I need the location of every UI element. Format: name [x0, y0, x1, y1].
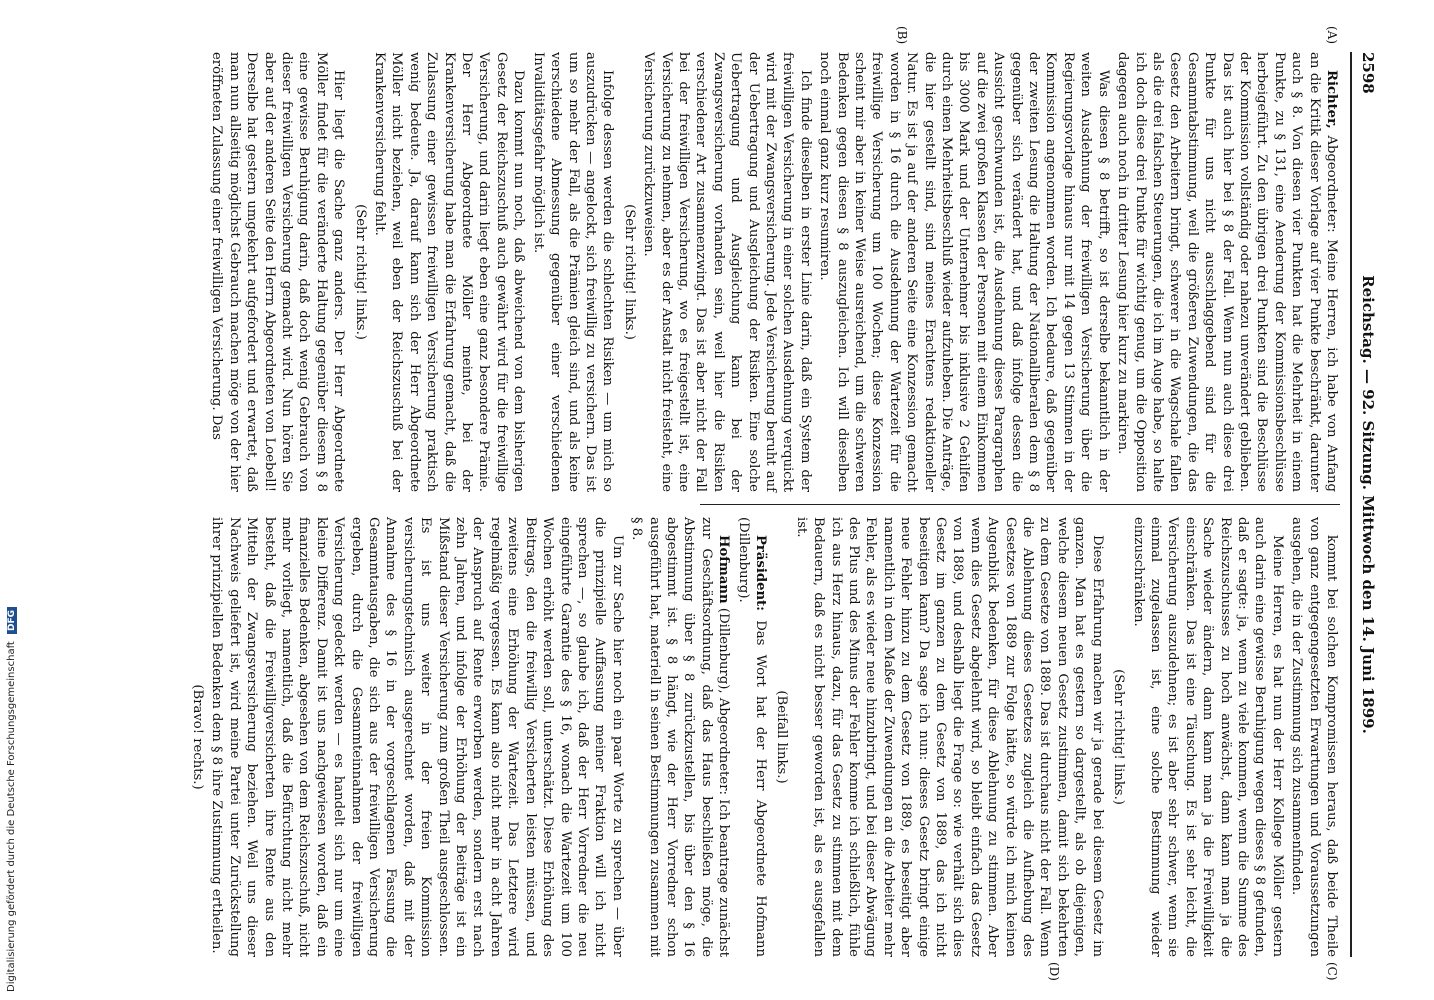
- paragraph: [734, 517, 769, 957]
- header-rule: [1350, 52, 1352, 957]
- margin-marker-b: (B): [895, 26, 909, 45]
- left-column: [206, 52, 1340, 492]
- paragraph: Was diesen § 8 betrifft, so ist derselbe bekanntlich in der weiten Ausdehnung der freiwilligen Versicherung über die Regierungsvorlage hinaus nur mit 14 gegen 13 Stimmen in der Kommission angenommen worden. Ich bedaure, daß gegenüber der zweiten Lesung die Haltung der Nationalliberalen dem § 8 gegenüber sich verändert hat, und daß infolge dessen die Aussicht geschwunden ist, die Ausdehnung dieses Paragraphen auf die zwei großen Klassen der Personen mit einem Einkommen bis 3000 Mark und der Unternehmer bis inklusive 2 Gehilfen durch einen Mehrheitsbeschluß wieder aufzuheben. Die Anträge, die hier gestellt sind, sind meines Erachtens redaktioneller Natur. Es ist ja auf der anderen Seite eine Konzession gemacht worden in § 16 durch die Ausdehnung der Wartezeit für die freiwillige Versicherung um 100 Wochen; diese Konzession scheint mir aber in keiner Weise ausreichend, um die schweren Bedenken gegen diesen § 8 auszugleichen. Ich will dieselben noch einmal ganz kurz resumiren.: [817, 52, 1111, 492]
- paragraph: Diese Erfahrung machen wir ja gerade bei diesem Gesetz im ganzen. Man hat es gestern so dargestellt, als ob diejenigen, welche diesem neuen Gesetz zustimmen, damit sich bekehrten zu dem Gesetze von 1889. Das ist durchaus nicht der Fall. Wenn die Ablehnung dieses Gesetzes zugleich die Aufhebung des Gesetzes von 1889 zur Folge hätte, so würde ich mich keinen Augenblick bedenken, für diese Ablehnung zu stimmen. Aber wenn dies Gesetz abgelehnt wird, so bleibt einfach das Gesetz von 1889, und deshalb liegt die Frage so: wie verhält sich dies Gesetz im ganzen zu dem Gesetz von 1889, das ich nicht beseitigen kann? Da sage ich nun: dieses Gesetz bringt einige neue Fehler hinzu zu dem Gesetz von 1889, es beseitigt aber namentlich in dem Maße der Zuwendungen an die Arbeiter mehr Fehler, als es wieder neue hinzubringt, und bei dieser Abwägung des Plus und des Minus der Fehler komme ich schließlich, fühle ich aus Herz hinaus, dazu, für das Gesetz zu stimmen mit dem Bedauern, daß es nicht besser geworden ist, als es ausgefallen ist.: [793, 517, 1105, 957]
- speaker-name: Hofmann: [716, 535, 732, 604]
- paragraph: Um zur Sache hier noch ein paar Worte zu sprechen — über die prinzipielle Auffassung meiner Fraktion will ich nicht sprechen —, so glaube ich, daß der Herr Vorredner die neu eingeführte Garantie des § 16, wonach die Wartezeit um 100 Wochen erhöht werden soll, unterschätzt. Diese Erhöhung des Beitrags, den die freiwillig Versicherten leisten müssen, und zweitens eine Erhöhung der Wartezeit. Das Letztere wird regelmäßig vergessen. Es kann also nicht mehr in acht Jahren der Anspruch auf Rente erworben werden, sondern erst nach zehn Jahren, und infolge der Erhöhung der Beiträge ist ein Mißstand dieser Versicherung zum großen Theil ausgeschlossen. Es ist uns weiter in der freien Kommission versicherungstechnisch ausgerechnet worden, daß mit der Annahme des § 16 in der vorgeschlagenen Fassung die Gesammtausgaben, die sich aus der freiwilligen Versicherung ergeben, durch die Gesammteinnahmen der freiwilligen Versicherung gedeckt werden — es handelt sich nur um eine kleine Differenz. Damit ist uns nachgewiesen worden, daß ein finanzielles Bedenken, abgesehen von dem Reichszuschuß, nicht mehr vorliegt, namentlich, daß die Befürchtung nicht mehr besteht, daß die Freiwilligversicherten ihre Rente aus den Mitteln der Zwangsversicherung beziehen. Weil uns dieser Nachweis geliefert ist, wird meine Partei unter Zurückstellung ihrer prinzipiellen Bedenken dem § 8 ihre Zustimmung ertheilen.: [209, 517, 625, 957]
- paragraph: Infolge dessen werden die schlechten Risiken — um mich so auszudrücken — angelockt, sich freiwillig zu versichern. Das ist um so mehr der Fall, als die Prämien gleich sind, und als keine verschiedene Abmessung gegenüber einer verschiedenen Invaliditätsgefahr möglich ist.: [530, 52, 616, 492]
- paragraph: [1114, 52, 1340, 492]
- paragraph-text: (Dillenburg), Abgeordneter: Ich beantrage zunächst zur Geschäftsordnung, daß das Haus beschließen möge, die Abstimmung über § 8 zurückzustellen, bis über den § 16 abgestimmt ist. § 8 hängt, wie der Herr Vorredner schon ausgeführt hat, materiell in seinen Bestimmungen zusammen mit § 8.: [629, 517, 732, 957]
- paragraph: Ich finde dieselben in erster Linie darin, daß ein System der freiwilligen Versicherung in einer solchen Ausdehnung verquickt wird mit der Zwangsversicherung. Jede Versicherung beruht auf der Uebertragung und Ausgleichung der Risiken. Eine solche Uebertragung und Ausgleichung kann bei der Zwangsversicherung vorhanden sein, weil hier die Risiken verschiedener Art zusammenzwingt. Das ist aber nicht der Fall bei der freiwilligen Versicherung, wo es freigestellt ist, eine Versicherung zu nehmen, aber es der Anstalt nicht freisteht, eine Versicherung zurückzuweisen.: [641, 52, 813, 492]
- credit-text: Digitalisierung gefördert durch die Deutsche Forschungsgemeinschaft: [6, 641, 17, 992]
- applause-note: (Sehr richtig! links.): [1111, 669, 1127, 805]
- rotated-page: [90, 26, 1380, 981]
- column-divider: [700, 504, 1340, 505]
- paragraph-text: Das Wort hat der Herr Abgeordnete Hofmann (Dillenburg).: [735, 517, 768, 957]
- applause-note: (Beifall links.): [774, 690, 790, 784]
- applause-note: (Sehr richtig! links.): [352, 204, 368, 340]
- margin-marker-a: (A): [1325, 26, 1339, 45]
- paragraph: Meine Herren, es hat nun der Herr Kollege Möller gestern auch darin eine gewisse Beruhigung wegen dieses § 8 gefunden, daß er sagte: ja, wenn zu viele kommen, wenn die Summe des Reichszuschusses zu hoch anwächst, dann kann man ja die Sache wieder ändern, dann kann man ja die Freiwilligkeit einschränken. Das ist eine Täuschung. Es ist sehr leicht, die Versicherung auszudehnen; es ist aber sehr schwer, wenn sie einmal zugelassen ist, eine solche Bestimmung wieder einzuschränken.: [1130, 517, 1285, 957]
- page-number: 2598: [1359, 52, 1377, 94]
- applause-note: (Sehr richtig! links.): [621, 204, 637, 340]
- right-column: [185, 517, 1340, 957]
- margin-marker-c: (C): [1325, 962, 1339, 981]
- speaker-name: Richter,: [1324, 70, 1339, 129]
- digitization-credit: [6, 607, 17, 992]
- paragraph: kommt bei solchen Kompromissen heraus, daß beide Theile von ganz entgegengesetzten Erwartungen und Voraussetzungen ausgehen, die in der Zustimmung sich zusammenfinden.: [1289, 517, 1339, 957]
- paragraph: Dazu kommt nun noch, daß abweichend von dem bisherigen Gesetz der Reichszuschuß auch gewährt wird für die freiwillige Versicherung, und darin liegt eben eine ganz besondere Prämie. Der Herr Abgeordnete Möller meinte, bei der Krankenversicherung habe man die Erfahrung gemacht, daß die Zulassung einer gewissen freiwilligen Versicherung praktisch wenig bedeute. Ja, darauf kann sich der Herr Abgeordnete Möller nicht beziehen, weil eben der Reichszuschuß bei der Krankenversicherung fehlt.: [372, 52, 527, 492]
- paragraph: Hier liegt die Sache ganz anders. Der Herr Abgeordnete Möller findet für die veränderte Haltung gegenüber diesem § 8 eine gewisse Beruhigung darin, daß doch wenig Gebrauch von dieser freiwilligen Versicherung gemacht wird. Nun hören Sie aber auf der anderen Seite den Herrn Abgeordneten von Loebell! Derselbe hat gestern umgekehrt aufgefordert und erwartet, daß man nun allseitig möglichst Gebrauch machen möge von der hier eröffneten Zulassung einer freiwilligen Versicherung. Das: [209, 52, 347, 492]
- paragraph: [628, 517, 732, 957]
- paragraph-text: Abgeordneter: Meine Herren, ich habe von Anfang an die Kritik dieser Vorlage auf vier Punkte beschränkt, darunter auch § 8. Von diesen vier Punkten hat die Mehrheit in einem Punkte, zu § 131, eine Aenderung der Kommissionsbeschlüsse herbeigeführt. Zu den übrigen drei Punkten sind die Beschlüsse der Kommission vollständig oder nahezu unverändert geblieben. Das ist auch hier bei § 8 der Fall. Wenn nun auch diese drei Punkte für uns nicht ausschlaggebend sind für die Gesammtabstimmung, weil die größeren Zuwendungen, die das Gesetz den Arbeitern bringt, schwerer in die Wagschale fallen als die drei falschen Steuerungen, die ich im Auge habe, so halte ich doch diese drei Punkte für wichtig genug, um die Opposition dagegen auch noch in dritter Lesung hier kurz zu markiren.: [1115, 52, 1339, 492]
- page-title: Reichstag. — 92. Sitzung. Mittwoch den 14. Juni 1899.: [1359, 275, 1377, 734]
- dfg-logo: DFG: [7, 607, 17, 634]
- margin-marker-d: (D): [1047, 962, 1061, 981]
- applause-note: (Bravo! rechts.): [190, 684, 205, 790]
- speaker-name: Präsident:: [753, 535, 768, 612]
- page-header: [1354, 52, 1380, 957]
